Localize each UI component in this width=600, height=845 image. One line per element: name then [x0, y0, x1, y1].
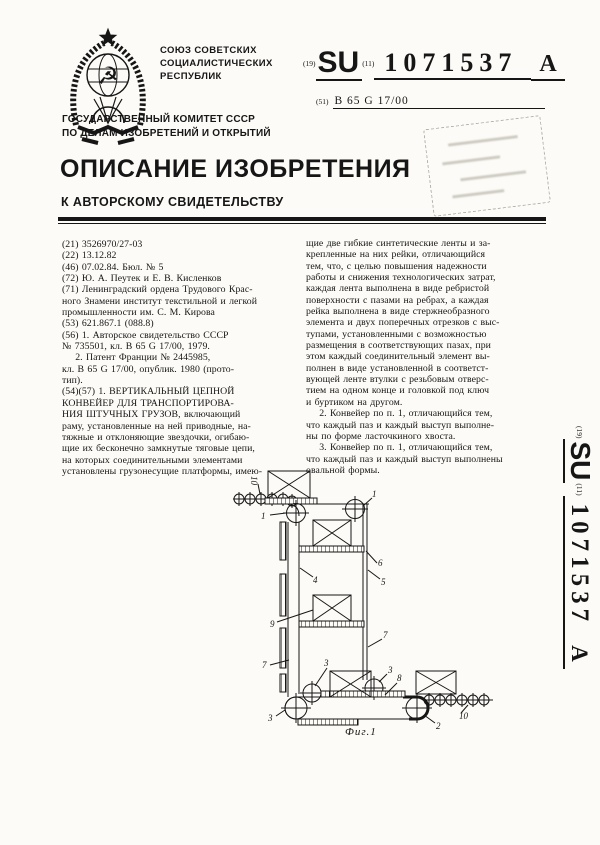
text-line: тип). [62, 375, 83, 387]
sidebar-code-19: (19) [575, 426, 584, 439]
figure-label-10-top: 10 [249, 476, 259, 485]
document-number: 1071537 [374, 48, 531, 80]
text-line: размещения в соответствующих пазах, при [306, 340, 491, 352]
right-column [306, 238, 548, 476]
kind-code: A [531, 51, 564, 81]
text-line: тем, что, с целью повышения надежности [306, 260, 487, 272]
figure-label-2: 2 [436, 721, 441, 731]
svg-text:☭: ☭ [97, 62, 119, 90]
text-line: кл. B 65 G 17/00, опублик. 1980 (прото- [62, 363, 235, 375]
text-line: каждая лента выполнена в виде ребристой [306, 283, 490, 295]
text-line: (46) 07.02.84. Бюл. № 5 [62, 261, 164, 273]
text-line: № 735501, кл. B 65 G 17/00, 1979. [62, 341, 210, 353]
text-line: работы и снижения технологических затрат, [306, 272, 496, 284]
figure-label-1-right: 1 [372, 489, 377, 499]
bottom-roller-row [424, 693, 489, 707]
text-line: установлены грузонесущие платформы, имею- [62, 465, 263, 477]
text-line: НИЯ ШТУЧНЫХ ГРУЗОВ, включающий [62, 409, 241, 421]
text-line: (54)(57) 1. ВЕРТИКАЛЬНЫЙ ЦЕПНОЙ [62, 386, 235, 398]
text-line: 2. Патент Франции № 2445985, [62, 352, 211, 364]
figure-label-7-left: 7 [262, 660, 267, 670]
text-line: крепленные на них рейки, отличающийся [306, 249, 486, 261]
text-line: (22) 13.12.82 [62, 250, 117, 262]
text-line: поверхности с пазами на ребрах, а каждая [306, 294, 489, 306]
sidebar-country-code: SU [563, 439, 596, 484]
text-line: тием на одном конце и головкой под ключ [306, 385, 490, 397]
text-line: этом каждый соединительный элемент вы- [306, 351, 490, 363]
figure-label-8: 8 [397, 673, 402, 683]
text-line: и буртиком на другом. [306, 396, 403, 408]
text-line: ны по форме ласточкиного хвоста. [306, 430, 456, 442]
text-line: вующей ленте втулки с резьбовым отверс- [306, 374, 489, 386]
text-line: 2. Конвейер по п. 1, отличающийся тем, [306, 408, 493, 420]
figure-label-9: 9 [270, 619, 275, 629]
sidebar-kind-code: A [563, 638, 592, 669]
code-11-label: (11) [362, 59, 375, 68]
ipc-class-row [316, 95, 409, 107]
stamp-icon [423, 115, 551, 217]
text-line: овальной формы. [306, 464, 380, 476]
sidebar-code-11: (11) [575, 483, 584, 496]
text-line: щие две гибкие синтетические ленты и за- [306, 238, 491, 249]
publication-number-row [303, 46, 565, 80]
left-column [62, 239, 304, 477]
text-line: полнен в виде установленной в соответст- [306, 362, 489, 374]
code-51-label: (51) [316, 97, 329, 106]
document-title: ОПИСАНИЕ ИЗОБРЕТЕНИЯ [60, 155, 411, 183]
union-name [160, 44, 273, 83]
text-line: щие их бесконечно замкнутые тяговые цепи, [62, 443, 255, 455]
committee-line: ГОСУДАРСТВЕННЫЙ КОМИТЕТ СССР [62, 114, 256, 125]
text-line: промышленности им. С. М. Кирова [62, 307, 215, 319]
text-line: тяжные и отклоняющие звездочки, огибаю- [62, 431, 250, 443]
text-line: ного Знамени институт текстильной и легкой [62, 295, 258, 307]
committee-line: ПО ДЕЛАМ ИЗОБРЕТЕНИЙ И ОТКРЫТИЙ [62, 127, 271, 139]
sidebar-document-number: 1071537 [563, 496, 593, 639]
figure-label-5: 5 [381, 577, 386, 587]
figure-label-6: 6 [378, 558, 383, 568]
text-line: 3. Конвейер по п. 1, отличающийся тем, [306, 442, 493, 454]
figure-label-10-bottom: 10 [459, 711, 468, 721]
code-19-label: (19) [303, 59, 316, 68]
state-committee [62, 113, 271, 140]
document-subtitle: К АВТОРСКОМУ СВИДЕТЕЛЬСТВУ [61, 195, 284, 209]
text-line: что каждый паз и каждый выступ выполнены [306, 453, 503, 465]
text-line: (53) 621.867.1 (088.8) [62, 318, 154, 330]
figure-label-1-left: 1 [261, 511, 266, 521]
union-line: РЕСПУБЛИК [160, 71, 222, 82]
text-line: (71) Ленинградский ордена Трудового Крас- [62, 284, 253, 296]
text-line: на которых соединительными элементами [62, 454, 243, 466]
text-line: элемента и двух поперечных отрезков с выс- [306, 317, 500, 329]
text-line: КОНВЕЙЕР ДЛЯ ТРАНСПОРТИРОВА- [62, 397, 234, 409]
figure-label-4: 4 [313, 575, 318, 585]
country-code: SU [316, 46, 363, 81]
figure-label-7-right: 7 [383, 630, 388, 640]
text-line: рейка выполнена в виде стержнеобразного [306, 306, 490, 318]
text-line: (21) 3526970/27-03 [62, 239, 143, 250]
union-line: СОЮЗ СОВЕТСКИХ [160, 45, 257, 56]
text-line: тупами, установленными с возможностью [306, 328, 487, 340]
ipc-underline [333, 108, 545, 109]
text-line: (72) Ю. А. Пеутек и Е. В. Кисленков [62, 273, 222, 285]
header-rule [58, 217, 546, 224]
text-line: раму, установленные на ней приводные, на- [62, 420, 251, 432]
text-line: (56) 1. Авторское свидетельство СССР [62, 329, 229, 341]
ipc-class: B 65 G 17/00 [334, 95, 409, 107]
figure-caption: Фиг.1 [345, 726, 377, 738]
text-line: что каждый паз и каждый выступ выполне- [306, 419, 495, 431]
figure-label-3-c: 3 [268, 713, 273, 723]
union-line: СОЦИАЛИСТИЧЕСКИХ [160, 58, 273, 69]
figure-label-3-a: 3 [324, 658, 329, 668]
figure-1-drawing [233, 464, 533, 784]
figure-label-3-b: 3 [388, 665, 393, 675]
